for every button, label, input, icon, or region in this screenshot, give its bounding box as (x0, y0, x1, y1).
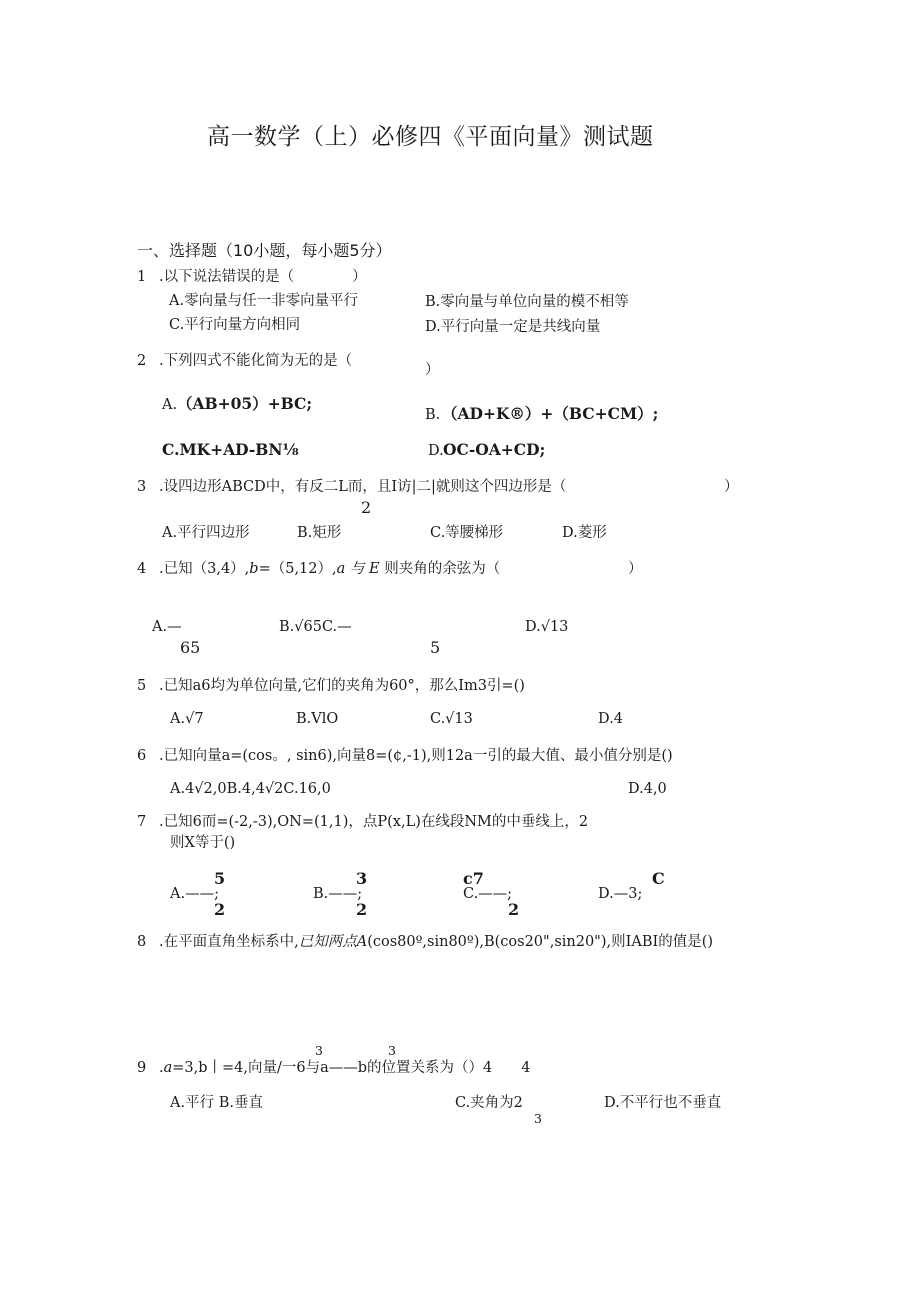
question-number: 6 (137, 748, 147, 764)
option-abc: A.4√2,0B.4,4√2C.16,0 (170, 781, 331, 797)
question-number: 7 (137, 814, 147, 830)
option-bc: B.√65C.— (279, 619, 352, 635)
question-stem (159, 935, 713, 950)
question-stem (159, 562, 500, 577)
stem-part: =（5,12）, (258, 561, 337, 577)
vector-b: b (249, 561, 259, 577)
question-number: 3 (137, 479, 147, 495)
question-stem: .设四边形ABCD中，有反二L而，且I访|二|就则这个四边形是（ (159, 479, 567, 495)
question-stem: .已知6而=(-2,-3),ON=(1,1)，点P(x,L)在线段NM的中垂线上，2 (159, 814, 589, 830)
option-c-denominator: 2 (508, 900, 520, 919)
stem-italic-part: 已知两点A (298, 934, 368, 950)
question-stem: .下列四式不能化简为无的是（ (159, 353, 353, 369)
question-paren-close: ） (628, 561, 643, 577)
superscript-3: 3 (315, 1043, 323, 1058)
option-c: C.夹角为2 (455, 1095, 523, 1111)
option-c-numerator: c7 (463, 869, 484, 888)
superscript-3: 3 (388, 1043, 396, 1058)
option-c: C.——; (463, 886, 513, 902)
option-d-numerator: C (652, 869, 665, 888)
question-paren-close: ） (425, 362, 440, 378)
vector-a: .a (159, 1060, 173, 1076)
question-number: 4 (137, 561, 147, 577)
option-c: C.MK+AD-BN⅛ (162, 440, 299, 459)
option-a: A.——; (170, 886, 219, 902)
option-ab: A.平行 B.垂直 (170, 1095, 263, 1111)
option-c: C.平行向量方向相同 (169, 317, 301, 333)
question-number: 5 (137, 678, 147, 694)
option-c: C.等腰梯形 (430, 525, 504, 541)
subscript-number: 2 (361, 498, 372, 517)
option-b-label: B. (425, 407, 441, 423)
option-d: D.菱形 (562, 525, 607, 541)
option-b-expr: （AD+K®）+（BC+CM）; (442, 404, 659, 423)
option-d: D.4,0 (628, 781, 667, 797)
question-stem-line2: 则X等于() (170, 835, 236, 851)
question-stem (159, 1061, 531, 1076)
vector-a: a (336, 561, 346, 577)
stem-part: (cos80º,sin80º),B(cos20",sin20"),则IABI的值是() (367, 934, 714, 950)
question-paren-close: ） (724, 479, 739, 495)
stem-part: 与 (345, 561, 369, 577)
option-a: A.零向量与任一非零向量平行 (169, 293, 359, 309)
stem-part: .已知（3,4）, (159, 561, 250, 577)
option-d: D.√13 (525, 619, 569, 635)
question-stem: .已知a6均为单位向量,它们的夹角为60°，那么Im3引=() (159, 678, 525, 694)
question-stem: .已知向量a=(cos。, sin6),向量8=(¢,-1),则12a一引的最大值、最小值分别是() (159, 748, 673, 764)
option-c-denominator: 5 (430, 638, 441, 657)
question-stem: .以下说法错误的是（ ） (159, 269, 367, 285)
option-d: D.4 (598, 711, 623, 727)
option-b: B.零向量与单位向量的模不相等 (425, 294, 629, 310)
option-b-numerator: 3 (356, 869, 368, 888)
option-c-denominator: 3 (534, 1111, 542, 1126)
option-d: D.—3; (598, 886, 643, 902)
option-d: D.平行向量一定是共线向量 (425, 319, 601, 335)
section-heading: 一、选择题（10小题，每小题5分） (137, 241, 392, 260)
option-b: B.——; (313, 886, 363, 902)
option-a-numerator: 5 (214, 869, 226, 888)
option-d: D.不平行也不垂直 (604, 1095, 722, 1111)
option-d-expr: OC-OA+CD; (443, 440, 546, 459)
question-number: 9 (137, 1060, 147, 1076)
option-a-expr: （AB+05）+BC; (177, 394, 313, 413)
stem-part: .在平面直角坐标系中, (159, 934, 299, 950)
question-number: 1 (137, 269, 147, 285)
option-a: A.平行四边形 (162, 525, 250, 541)
option-b-denominator: 2 (356, 900, 368, 919)
vector-e: E (369, 561, 380, 577)
question-number: 2 (137, 353, 147, 369)
stem-part: =3,b丨=4,向量/一6与a——b的位置关系为（）4 4 (172, 1060, 531, 1076)
page-title: 高一数学（上）必修四《平面向量》测试题 (207, 124, 654, 150)
stem-part: 则夹角的余弦为（ (379, 561, 501, 577)
option-a-denominator: 2 (214, 900, 226, 919)
option-b: B.矩形 (297, 525, 342, 541)
option-a: A.√7 (170, 711, 204, 727)
option-a-label: A. (162, 397, 178, 413)
option-b: B.VlO (296, 711, 339, 727)
option-d-label: D. (428, 443, 444, 459)
question-number: 8 (137, 934, 147, 950)
option-a: A.— (152, 619, 182, 635)
option-a-denominator: 65 (180, 638, 201, 657)
option-c: C.√13 (430, 711, 473, 727)
